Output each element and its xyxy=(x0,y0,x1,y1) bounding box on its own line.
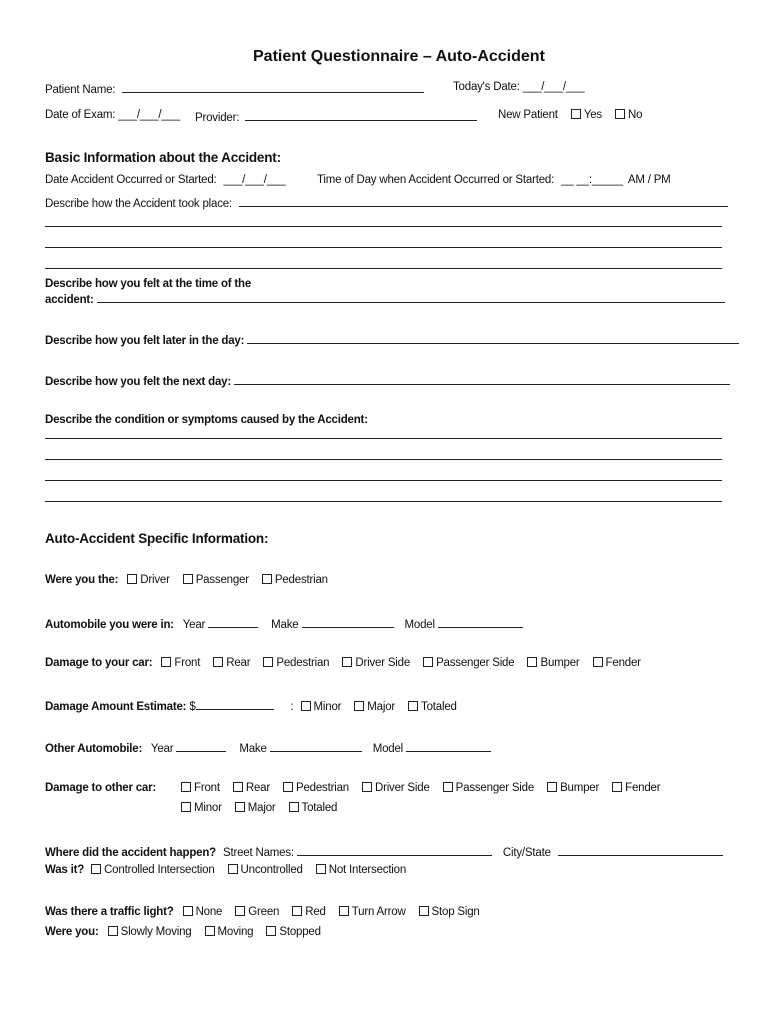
checkbox[interactable] xyxy=(266,926,276,936)
provider-row xyxy=(195,109,477,124)
checkbox[interactable] xyxy=(235,802,245,812)
checkbox[interactable] xyxy=(205,926,215,936)
other-damage-driver-side[interactable]: Driver Side xyxy=(362,782,430,794)
time-row xyxy=(317,174,671,186)
condition-line-1[interactable] xyxy=(45,438,722,439)
checkbox[interactable] xyxy=(181,802,191,812)
were-you-label: Were you the: xyxy=(45,574,119,587)
damage-driver-side[interactable]: Driver Side xyxy=(342,657,410,669)
checkbox[interactable] xyxy=(161,657,171,667)
felt-later-field[interactable] xyxy=(247,332,739,344)
new-patient-label: New Patient xyxy=(498,109,558,122)
felt-later-row xyxy=(45,332,739,347)
were-you-row xyxy=(45,574,338,586)
checkbox[interactable] xyxy=(213,657,223,667)
traffic-stop-sign[interactable]: Stop Sign xyxy=(419,906,480,918)
condition-line-3[interactable] xyxy=(45,480,722,481)
date-of-exam-field[interactable]: ___/___/___ xyxy=(118,109,181,121)
checkbox[interactable] xyxy=(233,782,243,792)
other-damage-fender[interactable]: Fender xyxy=(612,782,660,794)
checkbox[interactable] xyxy=(316,864,326,874)
time-field[interactable]: __ __:_____ xyxy=(561,174,623,186)
describe-accident-label: Describe how the Accident took place: xyxy=(45,198,232,210)
date-occurred-field[interactable]: ___/___/___ xyxy=(223,174,286,186)
make-label: Make xyxy=(271,619,299,631)
moving-slowly[interactable]: Slowly Moving xyxy=(108,926,192,938)
damage-bumper[interactable]: Bumper xyxy=(527,657,579,669)
model-field[interactable] xyxy=(438,616,523,628)
traffic-turn-arrow[interactable]: Turn Arrow xyxy=(339,906,406,918)
option-passenger[interactable]: Passenger xyxy=(183,574,249,586)
checkbox[interactable] xyxy=(342,657,352,667)
damage-pedestrian[interactable]: Pedestrian xyxy=(263,657,329,669)
date-of-exam-row xyxy=(45,109,180,121)
option-controlled-intersection[interactable]: Controlled Intersection xyxy=(91,864,214,876)
felt-next-day-field[interactable] xyxy=(234,373,730,385)
date-of-exam-label: Date of Exam: xyxy=(45,109,116,121)
traffic-light-label: Was there a traffic light? xyxy=(45,906,174,919)
new-patient-yes[interactable]: Yes xyxy=(571,109,602,121)
other-severity-options xyxy=(181,802,347,814)
stopped[interactable]: Stopped xyxy=(266,926,320,938)
damage-front[interactable]: Front xyxy=(161,657,200,669)
checkbox[interactable] xyxy=(571,109,581,119)
city-field[interactable] xyxy=(558,844,723,856)
traffic-light-row xyxy=(45,906,490,918)
checkbox[interactable] xyxy=(443,782,453,792)
other-severity-totaled[interactable]: Totaled xyxy=(289,802,338,814)
checkbox[interactable] xyxy=(183,906,193,916)
other-severity-major[interactable]: Major xyxy=(235,802,276,814)
other-make-field[interactable] xyxy=(270,740,362,752)
automobile-row xyxy=(45,616,523,631)
describe-accident-line-4[interactable] xyxy=(45,268,722,269)
checkbox[interactable] xyxy=(292,906,302,916)
patient-name-label: Patient Name: xyxy=(45,84,116,96)
new-patient-row xyxy=(498,109,652,121)
felt-at-time-row xyxy=(45,291,725,306)
checkbox[interactable] xyxy=(547,782,557,792)
page-title: Patient Questionnaire – Auto-Accident xyxy=(253,48,545,65)
option-uncontrolled[interactable]: Uncontrolled xyxy=(228,864,303,876)
other-damage-front[interactable]: Front xyxy=(181,782,220,794)
damage-rear[interactable]: Rear xyxy=(213,657,250,669)
checkbox[interactable] xyxy=(289,802,299,812)
other-damage-rear[interactable]: Rear xyxy=(233,782,270,794)
other-model-label: Model xyxy=(372,743,404,755)
were-you-moving-label: Were you: xyxy=(45,926,99,939)
checkbox[interactable] xyxy=(362,782,372,792)
estimate-label: Damage Amount Estimate: xyxy=(45,701,187,713)
condition-line-4[interactable] xyxy=(45,501,722,502)
other-year-field[interactable] xyxy=(176,740,226,752)
checkbox[interactable] xyxy=(612,782,622,792)
checkbox[interactable] xyxy=(527,657,537,667)
new-patient-no[interactable]: No xyxy=(615,109,642,121)
estimate-prefix: $ xyxy=(189,701,196,713)
date-occurred-label: Date Accident Occurred or Started: xyxy=(45,174,217,186)
traffic-green[interactable]: Green xyxy=(235,906,279,918)
other-severity-minor[interactable]: Minor xyxy=(181,802,222,814)
date-occurred-row xyxy=(45,174,285,186)
damage-passenger-side[interactable]: Passenger Side xyxy=(423,657,514,669)
was-it-label: Was it? xyxy=(45,864,85,877)
make-field[interactable] xyxy=(302,616,394,628)
felt-later-label: Describe how you felt later in the day: xyxy=(45,335,245,347)
severity-minor[interactable]: Minor xyxy=(301,701,342,713)
where-label: Where did the accident happen? xyxy=(45,847,216,859)
other-model-field[interactable] xyxy=(406,740,491,752)
checkbox[interactable] xyxy=(408,701,418,711)
damage-other-label: Damage to other car: xyxy=(45,782,157,794)
patient-name-field[interactable] xyxy=(122,81,424,93)
felt-at-time-label-2: accident: xyxy=(45,294,94,306)
felt-next-day-row xyxy=(45,373,730,388)
felt-at-time-field[interactable] xyxy=(97,291,725,303)
damage-car-label: Damage to your car: xyxy=(45,657,153,670)
patient-name-row xyxy=(45,81,424,96)
damage-car-row xyxy=(45,657,651,669)
street-field[interactable] xyxy=(297,844,492,856)
condition-line-2[interactable] xyxy=(45,459,722,460)
estimate-field[interactable] xyxy=(196,698,274,710)
provider-field[interactable] xyxy=(245,109,477,121)
describe-accident-line-3[interactable] xyxy=(45,247,722,248)
damage-other-options xyxy=(181,782,670,794)
checkbox[interactable] xyxy=(301,701,311,711)
damage-fender[interactable]: Fender xyxy=(593,657,641,669)
checkbox[interactable] xyxy=(235,906,245,916)
checkbox[interactable] xyxy=(593,657,603,667)
provider-label: Provider: xyxy=(195,112,240,124)
where-row xyxy=(45,844,723,859)
option-pedestrian[interactable]: Pedestrian xyxy=(262,574,328,586)
checkbox[interactable] xyxy=(181,782,191,792)
todays-date-label: Today's Date: xyxy=(453,81,520,93)
was-it-row xyxy=(45,864,416,876)
other-auto-label: Other Automobile: xyxy=(45,743,143,755)
describe-accident-line-2[interactable] xyxy=(45,226,722,227)
other-auto-row xyxy=(45,740,491,755)
checkbox[interactable] xyxy=(263,657,273,667)
time-label: Time of Day when Accident Occurred or Started: xyxy=(317,174,555,186)
basic-info-heading: Basic Information about the Accident: xyxy=(45,150,281,165)
were-you-moving-row xyxy=(45,926,331,938)
option-driver[interactable]: Driver xyxy=(127,574,169,586)
year-field[interactable] xyxy=(208,616,258,628)
checkbox[interactable] xyxy=(339,906,349,916)
other-damage-pedestrian[interactable]: Pedestrian xyxy=(283,782,349,794)
condition-label: Describe the condition or symptoms caused by the Accident: xyxy=(45,414,368,426)
todays-date-field[interactable]: ___/___/___ xyxy=(522,81,585,93)
describe-accident-field[interactable] xyxy=(239,195,728,207)
felt-at-time-label-1: Describe how you felt at the time of the xyxy=(45,278,252,290)
option-not-intersection[interactable]: Not Intersection xyxy=(316,864,406,876)
severity-separator: : xyxy=(290,701,294,713)
estimate-row xyxy=(45,698,467,713)
severity-major[interactable]: Major xyxy=(354,701,395,713)
city-label: City/State xyxy=(502,847,551,859)
traffic-red[interactable]: Red xyxy=(292,906,326,918)
checkbox[interactable] xyxy=(127,574,137,584)
traffic-none[interactable]: None xyxy=(183,906,223,918)
other-year-label: Year xyxy=(150,743,174,755)
checkbox[interactable] xyxy=(423,657,433,667)
checkbox[interactable] xyxy=(228,864,238,874)
checkbox[interactable] xyxy=(91,864,101,874)
checkbox[interactable] xyxy=(615,109,625,119)
describe-accident-row xyxy=(45,195,728,210)
other-damage-passenger-side[interactable]: Passenger Side xyxy=(443,782,534,794)
checkbox[interactable] xyxy=(419,906,429,916)
other-make-label: Make xyxy=(239,743,267,755)
moving[interactable]: Moving xyxy=(205,926,254,938)
checkbox[interactable] xyxy=(262,574,272,584)
checkbox[interactable] xyxy=(108,926,118,936)
severity-totaled[interactable]: Totaled xyxy=(408,701,457,713)
felt-next-day-label: Describe how you felt the next day: xyxy=(45,376,231,388)
automobile-label: Automobile you were in: xyxy=(45,619,174,631)
model-label: Model xyxy=(404,619,435,631)
other-damage-bumper[interactable]: Bumper xyxy=(547,782,599,794)
auto-info-heading: Auto-Accident Specific Information: xyxy=(45,531,269,546)
street-label: Street Names: xyxy=(223,847,294,859)
checkbox[interactable] xyxy=(183,574,193,584)
year-label: Year xyxy=(182,619,206,631)
checkbox[interactable] xyxy=(283,782,293,792)
time-ampm[interactable]: AM / PM xyxy=(627,174,671,186)
checkbox[interactable] xyxy=(354,701,364,711)
todays-date-row xyxy=(453,81,584,93)
